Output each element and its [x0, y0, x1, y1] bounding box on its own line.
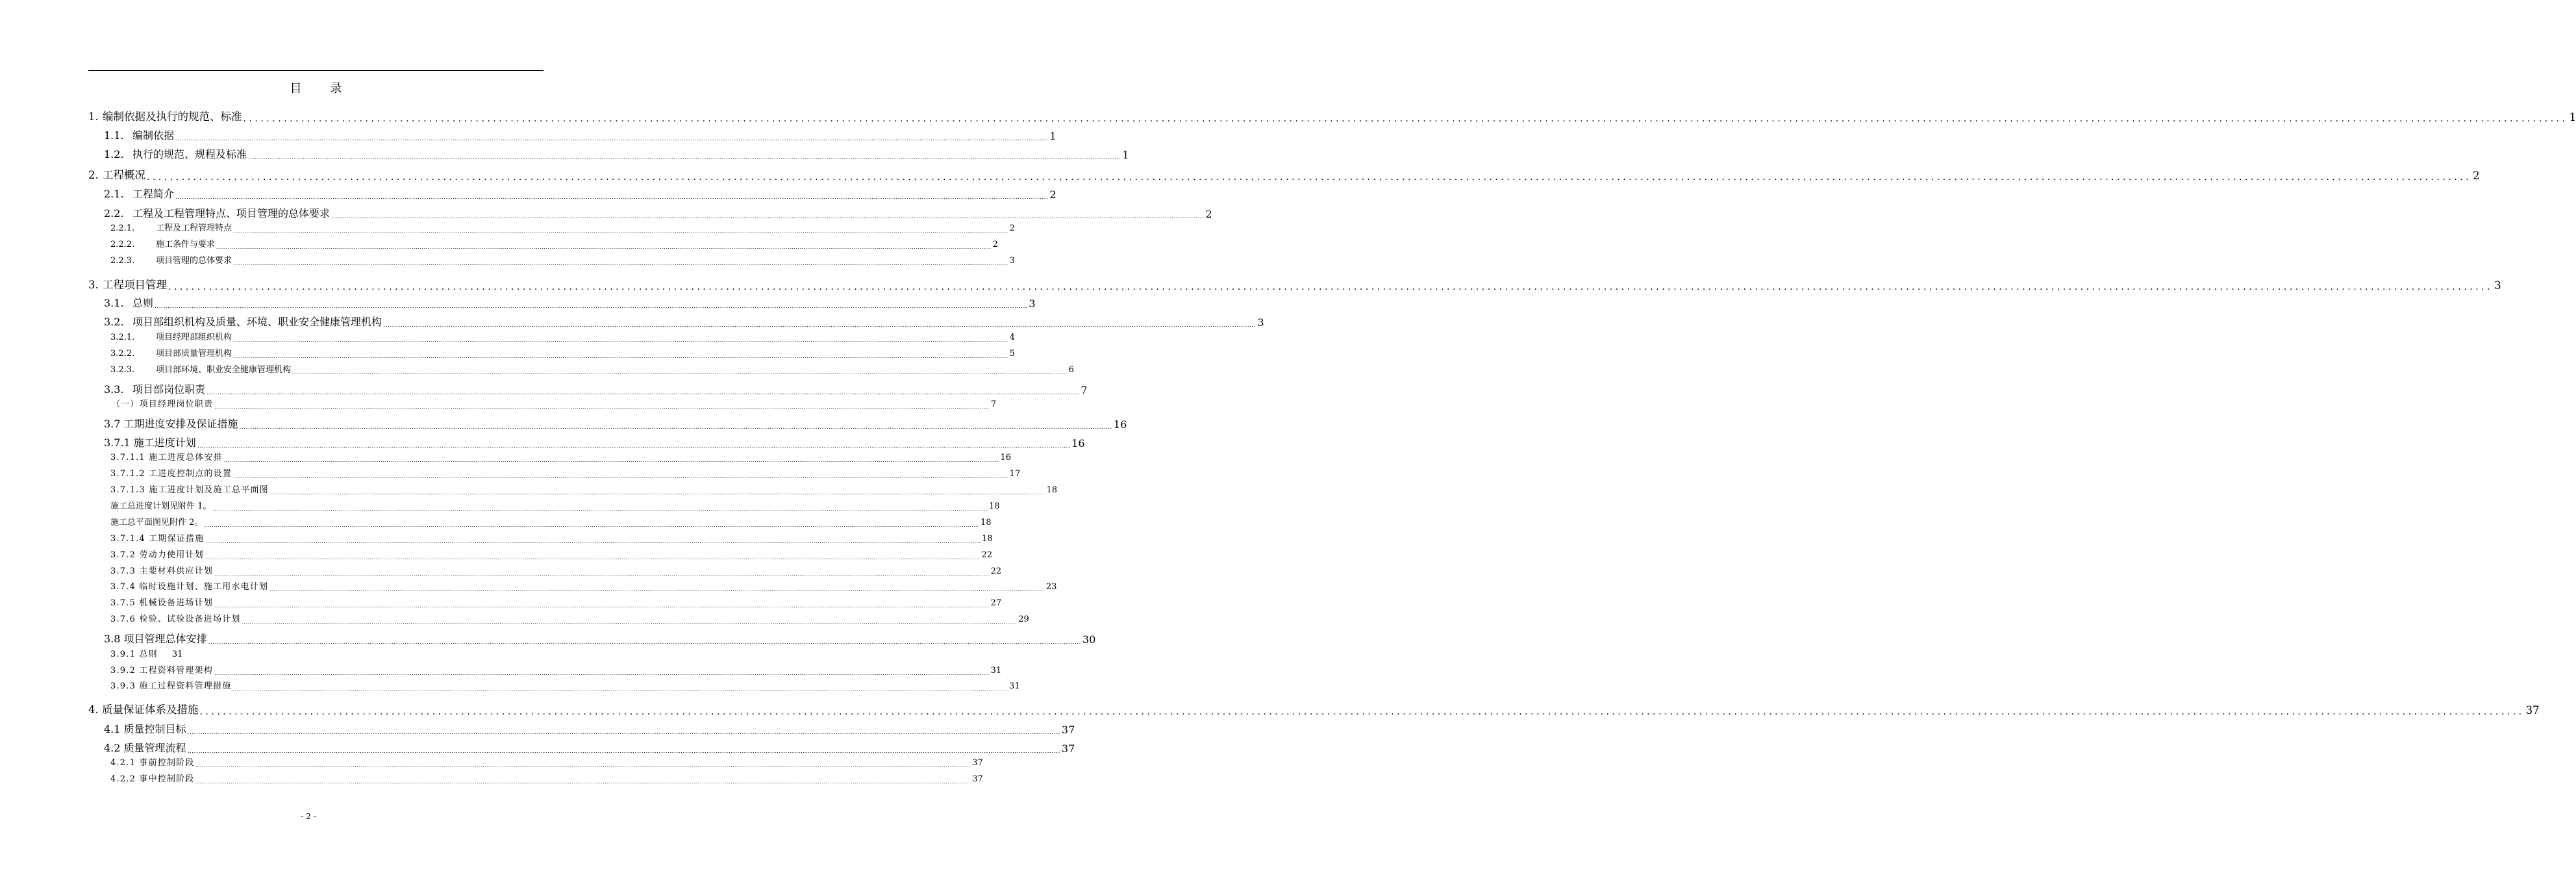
toc-entry-text: 施工条件与要求 [156, 240, 216, 249]
toc-entry-label [110, 596, 213, 608]
toc-entry[interactable] [110, 221, 1015, 234]
toc-entry-page: 37 [972, 774, 983, 784]
toc-entry-page: 31 [171, 650, 183, 659]
toc-entry-label [104, 146, 247, 161]
toc-entry-page: 2 [1205, 208, 1212, 220]
toc-entry[interactable] [110, 483, 1057, 496]
toc-entry-label [104, 435, 196, 449]
toc-entry-text: 3.7.2 劳动力使用计划 [110, 550, 204, 560]
toc-entry[interactable] [110, 363, 1074, 375]
dot-leader: ................................................................................................................................................................................................................................................................................................................................................................................................................ [292, 369, 1068, 375]
dot-leader: ................................................................................................................................................................................................................................................................................................................................................................................................................ [187, 748, 1060, 755]
toc-entry[interactable] [104, 129, 1057, 142]
toc-entry[interactable] [110, 532, 993, 544]
toc-entry-page: 29 [1018, 614, 1029, 624]
toc-entry-label [110, 483, 269, 495]
toc-entry-page: 2 [1009, 223, 1015, 233]
toc-entry[interactable] [110, 347, 1015, 359]
toc-entry-text: 工程概况 [103, 169, 145, 181]
dot-leader: ................................................................................................................................................................................................................................................................................................................................................................................................................ [383, 322, 1257, 329]
toc-entry-text: 项目部质量管理机构 [156, 349, 232, 359]
toc-entry-label [110, 253, 232, 266]
toc-entry-page: 1 [1122, 149, 1129, 161]
toc-entry[interactable] [110, 451, 1011, 463]
toc-entry-page: 16 [1113, 418, 1127, 431]
toc-entry[interactable] [110, 613, 1029, 625]
toc-entry-label [104, 314, 382, 329]
toc-entry[interactable] [112, 398, 997, 410]
toc-entry[interactable] [88, 277, 2501, 292]
toc-entry-label [110, 679, 231, 691]
dot-leader: ................................................................................................................................................................................................................................................................................................................................................................................................................ [147, 172, 2472, 183]
toc-entry-label [112, 397, 213, 409]
toc-entry-page: 18 [982, 534, 993, 544]
toc-entry-number: 1.2. [104, 148, 124, 160]
dot-leader: ................................................................................................................................................................................................................................................................................................................................................................................................................ [269, 586, 1045, 592]
toc-entry-number: 3.2.2. [110, 349, 135, 359]
dot-leader: ................................................................................................................................................................................................................................................................................................................................................................................................................ [233, 227, 1008, 234]
toc-entry-label [104, 416, 238, 431]
toc-entry-label [110, 450, 223, 462]
dot-leader: ................................................................................................................................................................................................................................................................................................................................................................................................................ [197, 443, 1071, 449]
toc-entry-number: 1. [88, 110, 99, 123]
toc-entry[interactable] [88, 109, 2576, 124]
dot-leader: ................................................................................................................................................................................................................................................................................................................................................................................................................ [168, 282, 2494, 292]
toc-entry-page: 31 [990, 666, 1002, 676]
toc-entry-text: 4.2.1 事前控制阶段 [110, 758, 195, 768]
toc-entry-label [104, 721, 186, 736]
toc-entry-text: 工程及工程管理特点 [156, 223, 232, 233]
toc-entry-text: 项目经理部组织机构 [156, 333, 232, 342]
toc-entry[interactable] [104, 383, 1088, 396]
toc-entry-page: 16 [1071, 437, 1085, 449]
toc-entry-page: 31 [1009, 681, 1020, 691]
toc-entry-label [110, 612, 241, 624]
toc-entry-number: 2.2.2. [110, 240, 135, 249]
toc-entry[interactable] [104, 315, 1264, 329]
toc-entry-text: 3.7 工期进度安排及保证措施 [104, 418, 238, 430]
toc-entry-page: 2 [2473, 170, 2480, 182]
toc-entry-page: 16 [1000, 453, 1011, 462]
toc-entry-label [104, 205, 330, 220]
toc-entry-number: 3.2.1. [110, 333, 135, 342]
toc-entry-page: 6 [1068, 365, 1074, 375]
toc-entry-page: 18 [1046, 485, 1057, 495]
toc-entry-page: 3 [1257, 316, 1264, 329]
toc-entry[interactable] [110, 648, 182, 659]
toc-entry[interactable] [110, 564, 1002, 577]
toc-entry-label [104, 127, 174, 142]
toc-entry-page: 18 [989, 501, 1000, 511]
toc-entry-text: 3.9.2 工程资料管理架构 [110, 666, 214, 676]
dot-leader: ................................................................................................................................................................................................................................................................................................................................................................................................................ [331, 214, 1205, 220]
toc-entry-number: 3. [88, 279, 99, 291]
toc-entry-page: 2 [1049, 188, 1057, 201]
toc-entry-label [104, 631, 207, 646]
toc-entry-page: 37 [2525, 704, 2540, 716]
toc-title-right: 录 [330, 82, 342, 95]
dot-leader: ................................................................................................................................................................................................................................................................................................................................................................................................................ [243, 114, 2568, 124]
toc-entry[interactable] [104, 741, 1075, 755]
toc-entry-text: 施工总进度计划见附件 1。 [110, 501, 212, 511]
toc-entry-text: （一）项目经理岗位职责 [112, 399, 214, 409]
toc-entry[interactable] [110, 238, 998, 250]
toc-entry-page: 37 [972, 758, 983, 768]
toc-entry[interactable] [110, 772, 983, 785]
toc-entry[interactable] [110, 580, 1057, 592]
toc-entry-text: 3.7.1.2 工进度控制点的设置 [110, 469, 232, 479]
dot-leader: ................................................................................................................................................................................................................................................................................................................................................................................................................ [232, 685, 1008, 692]
dot-leader: ................................................................................................................................................................................................................................................................................................................................................................................................................ [175, 194, 1049, 201]
toc-entry-text: 4.2.2 事中控制阶段 [110, 774, 195, 784]
toc-entry[interactable] [110, 548, 992, 561]
toc-entry-text: 工程项目管理 [103, 279, 167, 291]
toc-entry-page: 1 [2569, 111, 2576, 123]
toc-entry[interactable] [104, 147, 1129, 161]
dot-leader: ................................................................................................................................................................................................................................................................................................................................................................................................................ [187, 729, 1060, 736]
toc-entry-text: 编制依据 [132, 129, 175, 142]
toc-entry-page: 17 [1009, 469, 1021, 479]
toc-entry-page: 37 [1061, 742, 1075, 755]
toc-title [88, 79, 544, 96]
dot-leader: ................................................................................................................................................................................................................................................................................................................................................................................................................ [212, 505, 988, 512]
toc-entry-label [88, 701, 199, 716]
toc-entry-text: 工程简介 [132, 188, 175, 200]
toc-entry-label [104, 381, 205, 396]
toc-entry-label [88, 166, 145, 182]
toc-entry-number: 2. [88, 169, 99, 181]
toc-entry-text: 工程及工程管理特点、项目管理的总体要求 [132, 207, 331, 220]
toc-entry-text: 3.7.3 主要材料供应计划 [110, 566, 214, 576]
toc-entry-page: 22 [990, 566, 1002, 576]
dot-leader: ................................................................................................................................................................................................................................................................................................................................................................................................................ [242, 618, 1018, 625]
toc-entry-label [104, 186, 174, 201]
toc-entry-label [110, 548, 204, 560]
toc-entry-page: 4 [1009, 333, 1015, 342]
dot-leader: ................................................................................................................................................................................................................................................................................................................................................................................................................ [214, 602, 990, 609]
dot-leader: ................................................................................................................................................................................................................................................................................................................................................................................................................ [155, 303, 1028, 310]
page-footer: - 2 - [301, 812, 316, 821]
dot-leader: ................................................................................................................................................................................................................................................................................................................................................................................................................ [233, 260, 1008, 266]
dot-leader: ................................................................................................................................................................................................................................................................................................................................................................................................................ [195, 762, 971, 768]
toc-entry-label [110, 237, 215, 249]
toc-entry-number: 1.1. [104, 129, 124, 142]
toc-entry-page: 23 [1045, 582, 1057, 592]
toc-entry[interactable] [88, 702, 2540, 717]
toc-entry[interactable] [104, 296, 1036, 310]
toc-entry-label [110, 531, 204, 544]
dot-leader: ................................................................................................................................................................................................................................................................................................................................................................................................................ [205, 538, 981, 544]
toc-entry-text: 4. 质量保证体系及措施 [88, 703, 199, 716]
toc-entry-text: 3.7.5 机械设备进场计划 [110, 598, 214, 608]
toc-entry-number: 3.2.3. [110, 365, 135, 375]
toc-entry-text: 3.7.1.3 施工进度计划及施工总平面图 [110, 485, 269, 495]
toc-entry-label [110, 499, 211, 511]
dot-leader: ................................................................................................................................................................................................................................................................................................................................................................................................................ [269, 489, 1045, 496]
toc-entry-label [110, 515, 203, 527]
toc-entry-page: 27 [990, 598, 1002, 608]
dot-leader: ................................................................................................................................................................................................................................................................................................................................................................................................................ [204, 522, 980, 528]
dot-leader: ................................................................................................................................................................................................................................................................................................................................................................................................................ [208, 639, 1081, 646]
toc-entry-page: 3 [1009, 256, 1015, 266]
dot-leader: ................................................................................................................................................................................................................................................................................................................................................................................................................ [206, 390, 1080, 396]
toc-entry-page: 7 [990, 399, 997, 409]
toc-entry-text: 3.7.1.4 工期保证措施 [110, 534, 205, 544]
toc-entry-label [110, 755, 195, 768]
toc-entry-label [110, 663, 213, 676]
toc-entry-text: 项目部组织机构及质量、环境、职业安全健康管理机构 [132, 316, 382, 328]
toc-entry-number: 3.1. [104, 297, 124, 309]
toc-title-left: 目 [290, 82, 302, 95]
toc-entry[interactable] [110, 516, 992, 528]
toc-entry-text: 施工总平面图见附件 2。 [110, 518, 203, 527]
toc-entry-page: 3 [1029, 297, 1036, 310]
toc-entry-page: 37 [1061, 724, 1075, 736]
dot-leader: ................................................................................................................................................................................................................................................................................................................................................................................................................ [233, 353, 1008, 359]
dot-leader: ................................................................................................................................................................................................................................................................................................................................................................................................................ [214, 670, 990, 676]
toc-entry-text: 3.7.6 检验、试验设备进场计划 [110, 614, 241, 624]
toc-entry-page: 2 [992, 240, 998, 249]
toc-entry[interactable] [104, 187, 1057, 201]
toc-entry-text: 3.9.1 总则 [110, 650, 158, 659]
toc-entry-text: 项目管理的总体要求 [156, 256, 232, 266]
toc-entry-label [110, 647, 158, 659]
toc-entry-label [110, 579, 268, 592]
toc-entry-page: 22 [981, 550, 992, 560]
toc-entry-label [110, 772, 195, 784]
toc-entry-text: 执行的规范、规程及标准 [132, 148, 247, 160]
toc-entry-page: 7 [1081, 384, 1088, 396]
dot-leader: ................................................................................................................................................................................................................................................................................................................................................................................................................ [216, 244, 992, 250]
toc-entry-label [88, 108, 242, 123]
toc-entry[interactable] [104, 632, 1096, 646]
toc-entry-label [110, 221, 232, 233]
dot-leader: ................................................................................................................................................................................................................................................................................................................................................................................................................ [239, 424, 1112, 431]
dot-leader: ................................................................................................................................................................................................................................................................................................................................................................................................................ [233, 336, 1008, 343]
dot-leader: ................................................................................................................................................................................................................................................................................................................................................................................................................ [195, 778, 971, 785]
toc-entry[interactable] [88, 168, 2480, 183]
dot-leader: ................................................................................................................................................................................................................................................................................................................................................................................................................ [248, 155, 1121, 161]
toc-entry[interactable] [110, 679, 1020, 692]
toc-entry-label [110, 346, 232, 359]
toc-entry-label [110, 564, 213, 576]
toc-entry-number: 2.1. [104, 188, 124, 200]
header-rule [88, 70, 544, 71]
toc-entry-text: 3.8 项目管理总体安排 [104, 633, 207, 645]
toc-entry-text: 3.7.1.1 施工进度总体安排 [110, 453, 223, 462]
toc-entry-text: 项目部岗位职责 [132, 383, 206, 396]
toc-entry[interactable] [110, 467, 1021, 479]
toc-entry[interactable] [110, 331, 1015, 343]
toc-entry[interactable] [110, 596, 1002, 609]
toc-entry-text: 3.7.1 施工进度计划 [104, 436, 196, 449]
dot-leader: ................................................................................................................................................................................................................................................................................................................................................................................................................ [175, 136, 1049, 142]
toc-entry-text: 总则 [132, 297, 154, 309]
toc-entry[interactable] [104, 436, 1085, 449]
toc-entry[interactable] [110, 756, 983, 768]
dot-leader: ................................................................................................................................................................................................................................................................................................................................................................................................................ [214, 570, 990, 577]
dot-leader: ................................................................................................................................................................................................................................................................................................................................................................................................................ [214, 403, 990, 410]
toc-entry-number: 2.2. [104, 207, 124, 220]
toc-entry[interactable] [110, 664, 1002, 676]
toc-entry[interactable] [104, 722, 1075, 736]
toc-entry[interactable] [104, 417, 1127, 431]
dot-leader: ................................................................................................................................................................................................................................................................................................................................................................................................................ [199, 707, 2525, 717]
toc-entry-label [88, 276, 167, 292]
toc-entry-text: 4.2 质量管理流程 [104, 742, 186, 754]
toc-entry-text: 项目部环境、职业安全健康管理机构 [156, 365, 292, 375]
toc-entry-label [110, 466, 232, 479]
toc-entry-number: 2.2.3. [110, 256, 135, 266]
toc-entry-label [104, 740, 186, 755]
toc-entry[interactable] [104, 207, 1212, 220]
toc-entry-page: 1 [1049, 130, 1057, 142]
toc-entry-page: 3 [2494, 279, 2501, 292]
toc-entry-page: 18 [981, 518, 992, 527]
toc-entry-label [110, 330, 232, 342]
toc-entry-text: 3.9.3 施工过程资料管理措施 [110, 681, 232, 691]
toc-entry-number: 3.3. [104, 383, 124, 396]
toc-entry-number: 2.2.1. [110, 223, 135, 233]
toc-entry-label [110, 362, 291, 375]
toc-entry-page: 30 [1082, 633, 1096, 646]
dot-leader: ................................................................................................................................................................................................................................................................................................................................................................................................................ [205, 554, 981, 561]
toc-entry-text: 4.1 质量控制目标 [104, 723, 186, 735]
toc-entry-label [104, 295, 153, 310]
toc-entry-number: 3.2. [104, 316, 124, 328]
dot-leader: ................................................................................................................................................................................................................................................................................................................................................................................................................ [233, 473, 1008, 479]
dot-leader: ................................................................................................................................................................................................................................................................................................................................................................................................................ [223, 457, 999, 463]
toc-entry-page: 5 [1009, 349, 1015, 359]
toc-entry[interactable] [110, 254, 1015, 266]
toc-entry[interactable] [110, 500, 1000, 512]
toc-entry-text: 编制依据及执行的规范、标准 [103, 110, 242, 123]
toc-entry-text: 3.7.4 临时设施计划、施工用水电计划 [110, 582, 269, 592]
